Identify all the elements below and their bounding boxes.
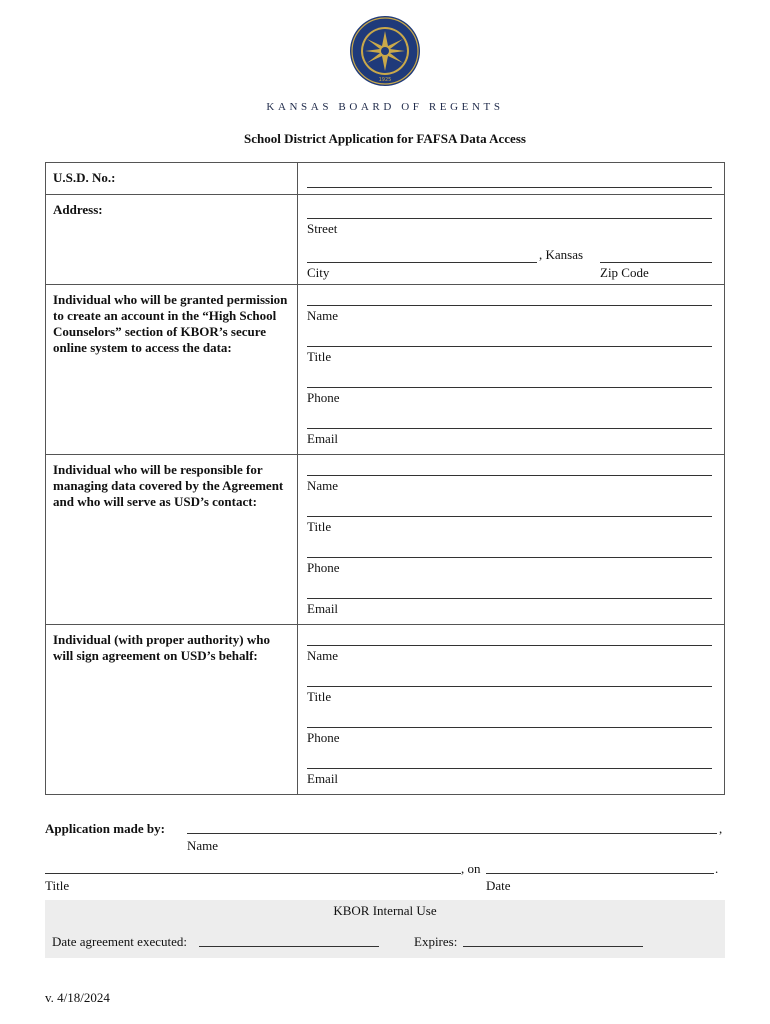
document-title: School District Application for FAFSA Data Access bbox=[244, 131, 526, 146]
name-comma: , bbox=[719, 821, 723, 836]
signer-title-field[interactable] bbox=[307, 672, 712, 687]
signer-name-field[interactable] bbox=[307, 631, 712, 646]
section-signer-label: Individual (with proper authority) who will sign agreement on USD’s behalf: bbox=[46, 625, 298, 795]
usd-number-label: U.S.D. No.: bbox=[46, 163, 298, 195]
on-text: , on bbox=[461, 861, 481, 876]
application-made-by-label: Application made by: bbox=[45, 821, 165, 836]
date-period: . bbox=[715, 861, 719, 876]
city-field[interactable] bbox=[307, 248, 537, 263]
section-account-holder-label: Individual who will be granted permission to create an account in the “High School Counselors” section of KBOR’s secure online system to access the data: bbox=[46, 285, 298, 455]
field-caption: Email bbox=[307, 601, 339, 616]
kbor-seal-logo bbox=[349, 15, 421, 87]
data-contact-phone-field[interactable] bbox=[307, 543, 712, 558]
applicant-title-field[interactable] bbox=[45, 861, 461, 874]
field-caption: Phone bbox=[307, 390, 340, 405]
field-caption: Phone bbox=[307, 730, 340, 745]
data-contact-title-field[interactable] bbox=[307, 502, 712, 517]
street-caption: Street bbox=[307, 221, 338, 236]
field-caption: Name bbox=[307, 478, 339, 493]
expires-label: Expires: bbox=[414, 934, 458, 949]
city-caption: City bbox=[307, 265, 330, 280]
version-text: v. 4/18/2024 bbox=[45, 990, 110, 1005]
date-executed-label: Date agreement executed: bbox=[52, 934, 187, 949]
date-executed-field[interactable] bbox=[199, 934, 379, 947]
signer-phone-field[interactable] bbox=[307, 713, 712, 728]
field-caption: Phone bbox=[307, 560, 340, 575]
account-holder-name-field[interactable] bbox=[307, 291, 712, 306]
internal-use-title: KBOR Internal Use bbox=[333, 903, 437, 918]
application-date-field[interactable] bbox=[486, 861, 714, 874]
application-form-table bbox=[45, 162, 725, 795]
field-caption: Name bbox=[307, 308, 339, 323]
seal-year: 1925 bbox=[378, 77, 392, 83]
kbor-internal-use-box bbox=[45, 900, 725, 958]
expires-field[interactable] bbox=[463, 934, 643, 947]
applicant-name-field[interactable] bbox=[187, 821, 717, 834]
field-caption: Title bbox=[307, 519, 332, 534]
account-holder-email-field[interactable] bbox=[307, 414, 712, 429]
data-contact-name-field[interactable] bbox=[307, 461, 712, 476]
kansas-text: , Kansas bbox=[539, 247, 584, 262]
address-label: Address: bbox=[46, 195, 298, 285]
account-holder-title-field[interactable] bbox=[307, 332, 712, 347]
field-caption: Title bbox=[307, 689, 332, 704]
zip-code-caption: Zip Code bbox=[600, 265, 649, 280]
account-holder-phone-field[interactable] bbox=[307, 373, 712, 388]
street-field[interactable] bbox=[307, 204, 712, 219]
application-date-caption: Date bbox=[486, 878, 511, 893]
zip-code-field[interactable] bbox=[600, 248, 712, 263]
usd-number-field[interactable] bbox=[307, 173, 712, 188]
applicant-title-caption: Title bbox=[45, 878, 70, 893]
field-caption: Name bbox=[307, 648, 339, 663]
org-name: KANSAS BOARD OF REGENTS bbox=[266, 101, 504, 113]
field-caption: Email bbox=[307, 771, 339, 786]
applicant-name-caption: Name bbox=[187, 838, 219, 853]
field-caption: Email bbox=[307, 431, 339, 446]
section-data-contact-label: Individual who will be responsible for managing data covered by the Agreement and who will serve as USD’s contact: bbox=[46, 455, 298, 625]
data-contact-email-field[interactable] bbox=[307, 584, 712, 599]
signer-email-field[interactable] bbox=[307, 754, 712, 769]
field-caption: Title bbox=[307, 349, 332, 364]
